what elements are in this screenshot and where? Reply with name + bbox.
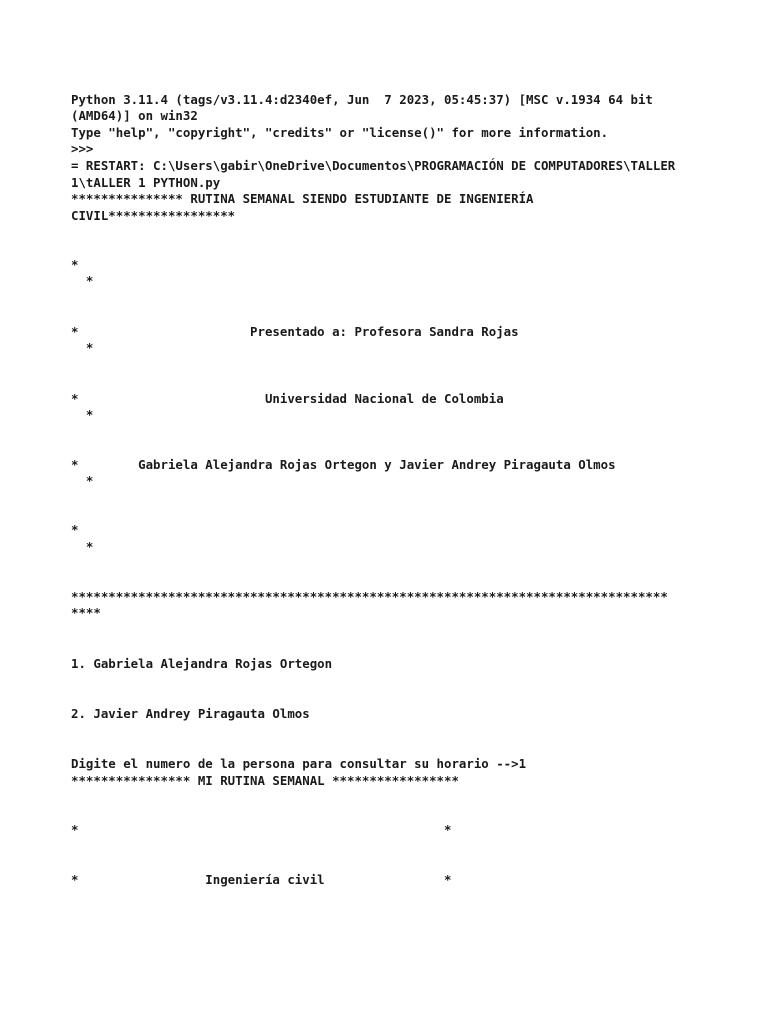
- option-2-line: 2. Javier Andrey Piragauta Olmos: [71, 706, 310, 721]
- career-line: * Ingeniería civil *: [71, 872, 452, 887]
- border-star-line: *: [71, 522, 79, 537]
- option-1-line: 1. Gabriela Alejandra Rojas Ortegon: [71, 656, 333, 671]
- border-star-line: *: [71, 273, 94, 288]
- python-version-line: Python 3.11.4 (tags/v3.11.4:d2340ef, Jun 7 2023, 05:45:37) [MSC v.1934 64 bit: [71, 92, 653, 107]
- border-star-line: *: [71, 257, 79, 272]
- presented-to-line: * Presentado a: Profesora Sandra Rojas: [71, 324, 519, 339]
- border-star-line: *: [71, 407, 94, 422]
- border-star-line: *: [71, 473, 94, 488]
- prompt-line: >>>: [71, 141, 94, 156]
- university-line: * Universidad Nacional de Colombia: [71, 391, 504, 406]
- separator-star-line-cont: ****: [71, 605, 101, 620]
- input-prompt-line: Digite el numero de la persona para consultar su horario -->1: [71, 756, 527, 771]
- routine-title-line-cont: CIVIL*****************: [71, 208, 236, 223]
- routine-title-line: *************** RUTINA SEMANAL SIENDO ESTUDIANTE DE INGENIERÍA: [71, 191, 534, 206]
- box-border-line: * *: [71, 822, 452, 837]
- help-hint-line: Type "help", "copyright", "credits" or "license()" for more information.: [71, 125, 609, 140]
- restart-path-line: = RESTART: C:\Users\gabir\OneDrive\Documentos\PROGRAMACIÓN DE COMPUTADORES\TALLER: [71, 158, 676, 173]
- authors-line: * Gabriela Alejandra Rojas Ortegon y Javier Andrey Piragauta Olmos: [71, 457, 616, 472]
- separator-star-line: ********************************************************************************: [71, 589, 668, 604]
- restart-path-line-cont: 1\tALLER 1 PYTHON.py: [71, 175, 221, 190]
- border-star-line: *: [71, 340, 94, 355]
- weekly-routine-title-line: **************** MI RUTINA SEMANAL *****************: [71, 773, 459, 788]
- python-platform-line: (AMD64)] on win32: [71, 108, 198, 123]
- border-star-line: *: [71, 539, 94, 554]
